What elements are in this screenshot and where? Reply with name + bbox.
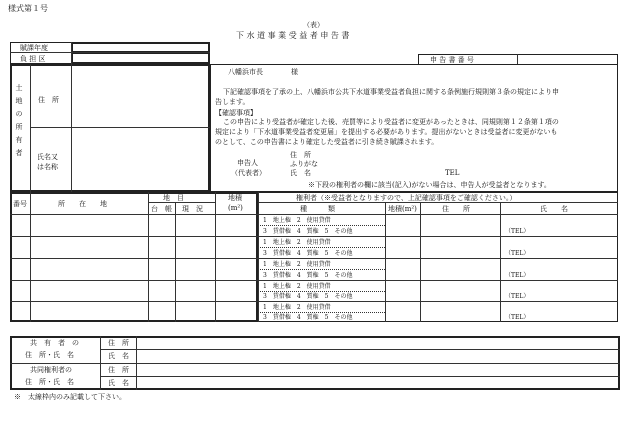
owner-address-label: 住 所	[38, 96, 59, 104]
owner-name-label-1: 氏名又	[37, 153, 58, 161]
co-owner-name-field[interactable]	[138, 351, 618, 362]
co-right-holder-address-label: 住 所	[108, 366, 129, 374]
owner-address-field[interactable]	[73, 66, 209, 126]
tax-year-label: 賦課年度	[20, 44, 48, 52]
co-right-holder-label-2: 住 所・氏 名	[25, 378, 74, 386]
report-number-field[interactable]	[518, 55, 617, 64]
rights-name-label: 氏 名	[540, 205, 568, 213]
table-row-4-tel: （TEL）	[505, 293, 530, 300]
rights-area-label: 地積(m²)	[388, 205, 417, 213]
table-row-3-rights-line-2: 3 賃借権 4 質権 5 その他	[263, 272, 353, 279]
land-table-thick-frame	[10, 192, 258, 322]
table-row-4-rights-line-1: 1 地上権 2 使用貸借	[263, 283, 331, 290]
co-right-holder-name-label: 氏 名	[108, 379, 129, 387]
form-number: 様式第１号	[8, 4, 48, 13]
col-number: 番号	[13, 200, 27, 208]
table-row-5-rights-line-1: 1 地上権 2 使用貸借	[263, 304, 331, 311]
page-title: 下 水 道 事 業 受 益 者 申 告 書	[236, 31, 350, 40]
rights-address-label: 住 所	[442, 205, 470, 213]
intro-text-1: 下記確認事項を了承の上、八幡浜市公共下水道事業受益者負担に関する条例施行規則第３条の規定により申	[223, 88, 559, 96]
burden-area-label: 負 担 区	[20, 55, 46, 63]
report-number-label: 申 告 書 番 号	[430, 56, 474, 64]
declarant-label: 申告人	[237, 159, 258, 167]
declarant-address-label: 住 所	[290, 151, 311, 159]
table-row-2-rights-line-2: 3 賃借権 4 質権 5 その他	[263, 250, 353, 257]
table-row-4-rights-line-2: 3 賃借権 4 質権 5 その他	[263, 293, 353, 300]
mayor-line: 八幡浜市長 様	[228, 68, 298, 76]
co-owner-label-1: 共 有 者 の	[30, 339, 79, 347]
footer-note: ※ 太線枠内のみ記載して下さい。	[14, 393, 126, 401]
table-row-1-rights-line-2: 3 賃借権 4 質権 5 その他	[263, 228, 353, 235]
rights-header: 権利者（※受益者となりますので、上記確認事項をご確認ください。）	[296, 194, 517, 202]
table-row-2-rights-line-1: 1 地上権 2 使用貸借	[263, 239, 331, 246]
col-current: 現 況	[182, 205, 203, 213]
confirm-text-3: のとして、この申告書により確定した受益者に引き続き賦課されます。	[215, 138, 439, 146]
confirm-text-2: 規定により「下水道事業受益者変更届」を提出する必要があります。提出がないときは受益者に変更がないも	[215, 128, 558, 136]
table-row-5-tel: （TEL）	[505, 314, 530, 321]
declarant-representative-label: （代表者）	[231, 169, 266, 177]
declarant-name-label: 氏 名	[290, 169, 311, 177]
declarant-tel-label: TEL	[445, 169, 460, 177]
owner-vertical-label: 土 地 の 所 有 者	[15, 84, 23, 157]
col-land-category: 地 目	[163, 194, 184, 202]
confirm-text-1: この申告により受益者が確定した後、売買等により受益者に変更があったときは、同規則第１２条第１項の	[223, 118, 559, 126]
intro-text-2: 告します。	[215, 98, 250, 106]
table-row-2-tel: （TEL）	[505, 250, 530, 257]
declarant-furigana-label: ふりがな	[290, 160, 318, 168]
col-area: 地積	[228, 194, 242, 202]
co-owner-address-label: 住 所	[108, 339, 129, 347]
col-register: 台 帳	[151, 205, 172, 213]
burden-area-field[interactable]	[72, 53, 209, 63]
front-label: （表）	[303, 21, 324, 29]
col-location: 所 在 地	[58, 200, 107, 208]
owner-name-field[interactable]	[73, 129, 209, 190]
note-right: ※下段の権利者の欄に該当(記入)がない場合は、申告人が受益者となります。	[308, 181, 551, 189]
co-right-holder-label-1: 共同権利者の	[30, 366, 72, 374]
table-row-3-tel: （TEL）	[505, 272, 530, 279]
confirm-heading: 【確認事項】	[215, 109, 257, 117]
table-row-5-rights-line-2: 3 賃借権 4 質権 5 その他	[263, 314, 353, 321]
table-row-3-rights-line-1: 1 地上権 2 使用貸借	[263, 261, 331, 268]
rights-type-label: 種 類	[300, 205, 335, 213]
col-area-unit: (m²)	[228, 204, 243, 212]
co-right-holder-name-field[interactable]	[138, 378, 618, 389]
owner-name-label-2: は名称	[37, 163, 58, 171]
co-owner-address-field[interactable]	[138, 338, 618, 348]
co-owner-label-2: 住 所・氏 名	[25, 351, 74, 359]
tax-year-field[interactable]	[72, 43, 209, 52]
co-right-holder-address-field[interactable]	[138, 365, 618, 375]
table-row-1-tel: （TEL）	[505, 228, 530, 235]
co-owner-name-label: 氏 名	[108, 352, 129, 360]
table-row-1-rights-line-1: 1 地上権 2 使用貸借	[263, 217, 331, 224]
